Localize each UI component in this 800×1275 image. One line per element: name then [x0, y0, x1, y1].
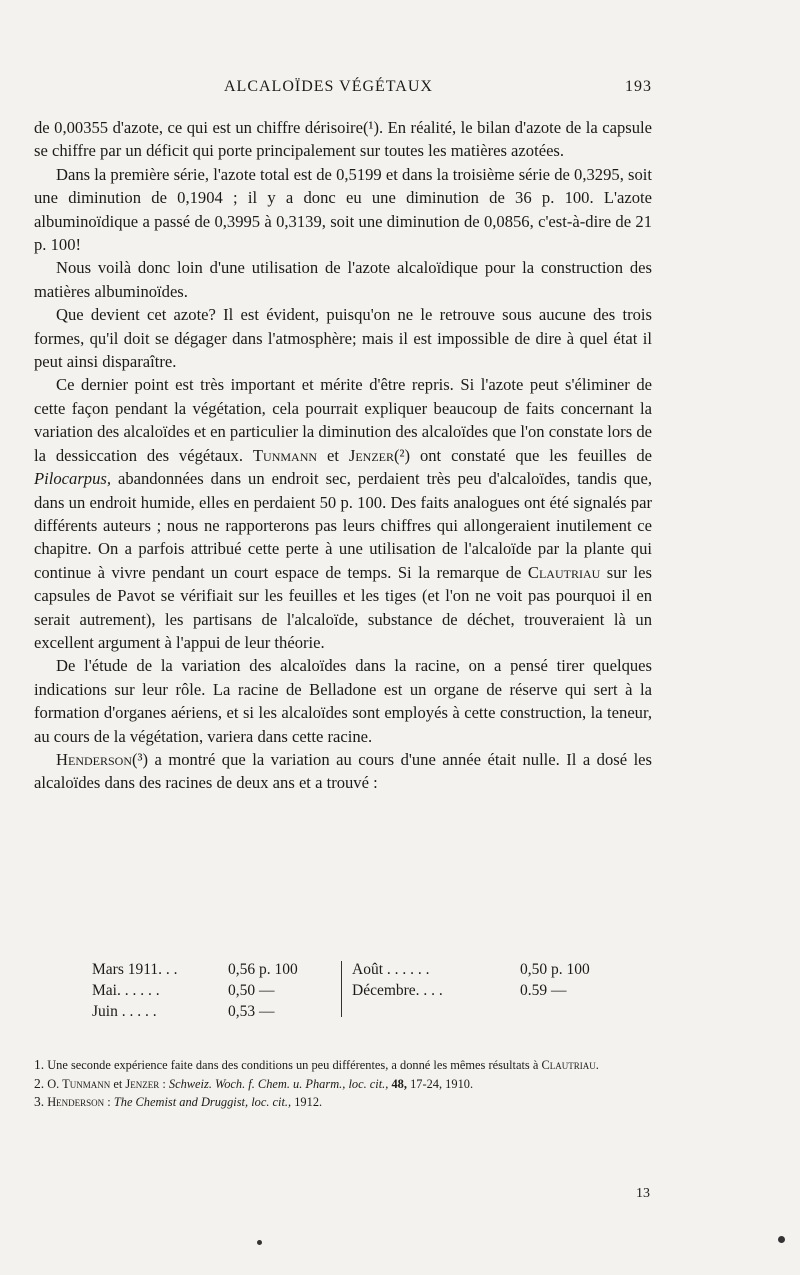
paragraph-7-text: a montré que la variation au cours d'une année était nulle. Il a dosé les alcaloïdes dans des racines de deux ans et a trouvé : — [34, 749, 652, 793]
footnote-2-author-1: O. Tunmann — [47, 1076, 111, 1091]
author-henderson: Henderson — [56, 749, 132, 769]
footnote-ref-3: (³) — [132, 749, 149, 769]
table-row — [352, 959, 642, 980]
table-month: Juin . . . . . — [92, 1003, 157, 1020]
author-clautriau: Clautriau — [527, 562, 601, 582]
footnote-1-author: Clautriau — [541, 1058, 596, 1072]
footnote-2-sep: : — [162, 1076, 166, 1091]
footnote-3 — [34, 1093, 652, 1112]
table-row — [352, 980, 642, 1001]
footnote-number: 3. — [34, 1094, 45, 1109]
table-month: Mai. . . . . . — [92, 982, 160, 999]
paragraph-5 — [34, 373, 652, 654]
paragraph-2: Dans la première série, l'azote total est de 0,5199 et dans la troisième série de 0,3295, soit une diminution de 0,1904 ; il y a donc eu une diminution de 36 p. 100. L'azote albuminoïdique a passé de 0,3995 à 0,3139, soit une diminution de 0,0856, c'est-à-dire de 21 p. 100! — [34, 164, 652, 255]
running-header — [34, 78, 652, 102]
table-right-column — [352, 959, 642, 1001]
footnote-2-journal: Schweiz. Woch. f. Chem. u. Pharm., loc. cit., — [168, 1076, 389, 1091]
conjunction-et: et — [326, 445, 339, 465]
signature-mark: 13 — [636, 1186, 650, 1201]
footnote-3-year: 1912. — [294, 1095, 323, 1109]
genus-pilocarpus: Pilocarpus, — [34, 469, 111, 489]
table-month: Août . . . . . . — [352, 961, 430, 978]
paragraph-5-part-a: Ce dernier point est très important et mérite d'être repris. Si l'azote peut s'éliminer de cette façon pendant la végétation, cela pourrait expliquer beaucoup de faits concernant la variation des alcaloïdes et en particulier la diminution des alcaloïdes que l'on constate lors de la dessiccation des végétaux. — [34, 375, 652, 465]
footnote-3-sep: : — [107, 1095, 111, 1109]
table-divider — [341, 961, 342, 1017]
paragraph-5-part-b: ont constaté que les feuilles de — [419, 445, 652, 465]
table-value: 0,50 p. 100 — [520, 961, 590, 978]
footnote-2-et: et — [113, 1076, 123, 1091]
footnote-2-pages: 17-24, 1910. — [410, 1076, 474, 1091]
paragraph-3: Nous voilà donc loin d'une utilisation de l'azote alcaloïdique pour la construction des matières albuminoïdes. — [34, 258, 652, 301]
footnote-1-end: . — [595, 1058, 599, 1072]
table-value: 0,53 — — [228, 1003, 275, 1020]
footnote-1 — [34, 1056, 652, 1075]
paragraph-5-part-c: abandonnées dans un endroit sec, perdaient très peu d'alcaloïdes, tandis que, dans un endroit humide, elles en perdaient 50 p. 100. Des faits analogues ont été signalés par différents auteurs ; nous ne rapporterons pas leurs chiffres qui allongeraient inutilement ce chapitre. On a parfois attribué cette perte à une utilisation de l'alcaloïde par la plante qui continue à vivre pendant un court espace de temps. Si la remarque de — [34, 469, 652, 582]
footnote-2-author-2: Jenzer — [125, 1076, 160, 1091]
scan-speck — [257, 1240, 262, 1245]
footnote-1-text: Une seconde expérience faite dans des conditions un peu différentes, a donné les mêmes résultats à — [47, 1058, 539, 1072]
page — [34, 0, 654, 1275]
scan-speck — [778, 1236, 785, 1243]
paragraph-1: de 0,00355 d'azote, ce qui est un chiffre dérisoire(¹). En réalité, le bilan d'azote de la capsule se chiffre par un déficit qui porte principalement sur toutes les matières azotées. — [34, 118, 652, 161]
table-value: 0,56 p. 100 — [228, 961, 298, 978]
paragraph-4: Que devient cet azote? Il est évident, puisqu'on ne le retrouve sous aucune des trois formes, qu'il doit se dégager dans l'atmosphère; mais il est impossible de dire à quel état il peut ainsi disparaître. — [34, 305, 652, 372]
table-row — [84, 959, 342, 980]
paragraph-7 — [34, 748, 652, 795]
author-jenzer: Jenzer — [348, 445, 394, 465]
footnote-3-author: Henderson — [47, 1095, 105, 1109]
running-title: ALCALOÏDES VÉGÉTAUX — [224, 78, 433, 95]
table-value: 0,50 — — [228, 982, 275, 999]
footnote-ref-2: (²) — [394, 445, 411, 465]
paragraph-6: De l'étude de la variation des alcaloïdes dans la racine, on a pensé tirer quelques indications sur leur rôle. La racine de Belladone est un organe de réserve qui sert à la formation d'organes aériens, et si les alcaloïdes sont employés à cette construction, la teneur, au cours de la végétation, variera dans cette racine. — [34, 656, 652, 746]
table-row — [84, 1001, 342, 1022]
footnote-2 — [34, 1075, 652, 1094]
table-value: 0.59 — — [520, 982, 567, 999]
table-month: Décembre. . . . — [352, 982, 443, 999]
page-number: 193 — [625, 78, 652, 95]
body-text — [34, 116, 652, 795]
footnote-number: 2. — [34, 1075, 45, 1091]
footnote-2-volume: 48, — [391, 1076, 407, 1091]
table-row — [84, 980, 342, 1001]
table-left-column — [84, 959, 342, 1022]
table-month: Mars 1911. . . — [92, 961, 178, 978]
author-tunmann: Tunmann — [252, 445, 318, 465]
footnotes — [34, 1056, 652, 1112]
paragraph-5-part-d: sur les capsules de Pavot se vérifiait sur les feuilles et les tiges (et l'on ne voit pas pourquoi il en serait autrement), les partisans de l'alcaloïde, substance de déchet, trouveraient là un excellent argument à l'appui de leur théorie. — [34, 562, 652, 652]
footnote-3-journal: The Chemist and Druggist, loc. cit., — [113, 1095, 292, 1109]
footnote-number: 1. — [34, 1057, 45, 1072]
